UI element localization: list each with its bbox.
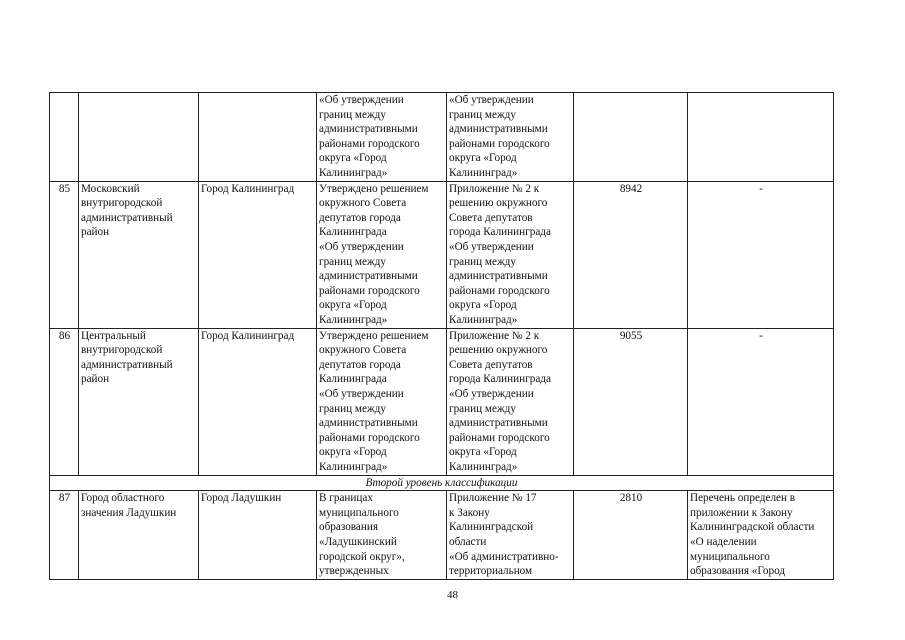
area-value — [574, 93, 688, 182]
admin-center: Город Калининград — [199, 328, 317, 475]
page-number: 48 — [447, 589, 458, 601]
appendix-reference: Приложение № 2 к решению окружного Совета депутатов города Калининграда «Об утверждении границ между административными районами городского округа «Город Калининград» — [447, 328, 574, 475]
row-number: 87 — [50, 491, 79, 580]
district-name — [79, 93, 199, 182]
appendix-reference: Приложение № 17 к Закону Калининградской области «Об административно- территориальном — [447, 491, 574, 580]
table-row — [50, 181, 834, 328]
boundary-basis: «Об утверждении границ между административными районами городского округа «Город Калининград» — [317, 93, 447, 182]
area-value: 8942 — [574, 181, 688, 328]
boundary-basis: Утверждено решением окружного Совета депутатов города Калининграда «Об утверждении границ между административными районами городского округа «Город Калининград» — [317, 181, 447, 328]
classification-level-heading: Второй уровень классификации — [50, 475, 834, 491]
table-row — [50, 328, 834, 475]
notes: Перечень определен в приложении к Закону Калининградской области «О наделении муниципального образования «Город — [688, 491, 834, 580]
row-number: 86 — [50, 328, 79, 475]
area-value: 2810 — [574, 491, 688, 580]
table-row — [50, 93, 834, 182]
registry-table — [49, 92, 834, 580]
admin-center: Город Калининград — [199, 181, 317, 328]
appendix-reference: Приложение № 2 к решению окружного Совета депутатов города Калининграда «Об утверждении границ между административными районами городского округа «Город Калининград» — [447, 181, 574, 328]
admin-center: Город Ладушкин — [199, 491, 317, 580]
district-name: Московский внутригородской административный район — [79, 181, 199, 328]
admin-center — [199, 93, 317, 182]
appendix-reference: «Об утверждении границ между административными районами городского округа «Город Калининград» — [447, 93, 574, 182]
row-number: 85 — [50, 181, 79, 328]
notes: - — [688, 181, 834, 328]
notes — [688, 93, 834, 182]
row-number — [50, 93, 79, 182]
table-row — [50, 491, 834, 580]
classification-level-row — [50, 475, 834, 491]
district-name: Центральный внутригородской административный район — [79, 328, 199, 475]
district-name: Город областного значения Ладушкин — [79, 491, 199, 580]
boundary-basis: Утверждено решением окружного Совета депутатов города Калининграда «Об утверждении границ между административными районами городского округа «Город Калининград» — [317, 328, 447, 475]
area-value: 9055 — [574, 328, 688, 475]
notes: - — [688, 328, 834, 475]
boundary-basis: В границах муниципального образования «Ладушкинский городской округ», утвержденных — [317, 491, 447, 580]
